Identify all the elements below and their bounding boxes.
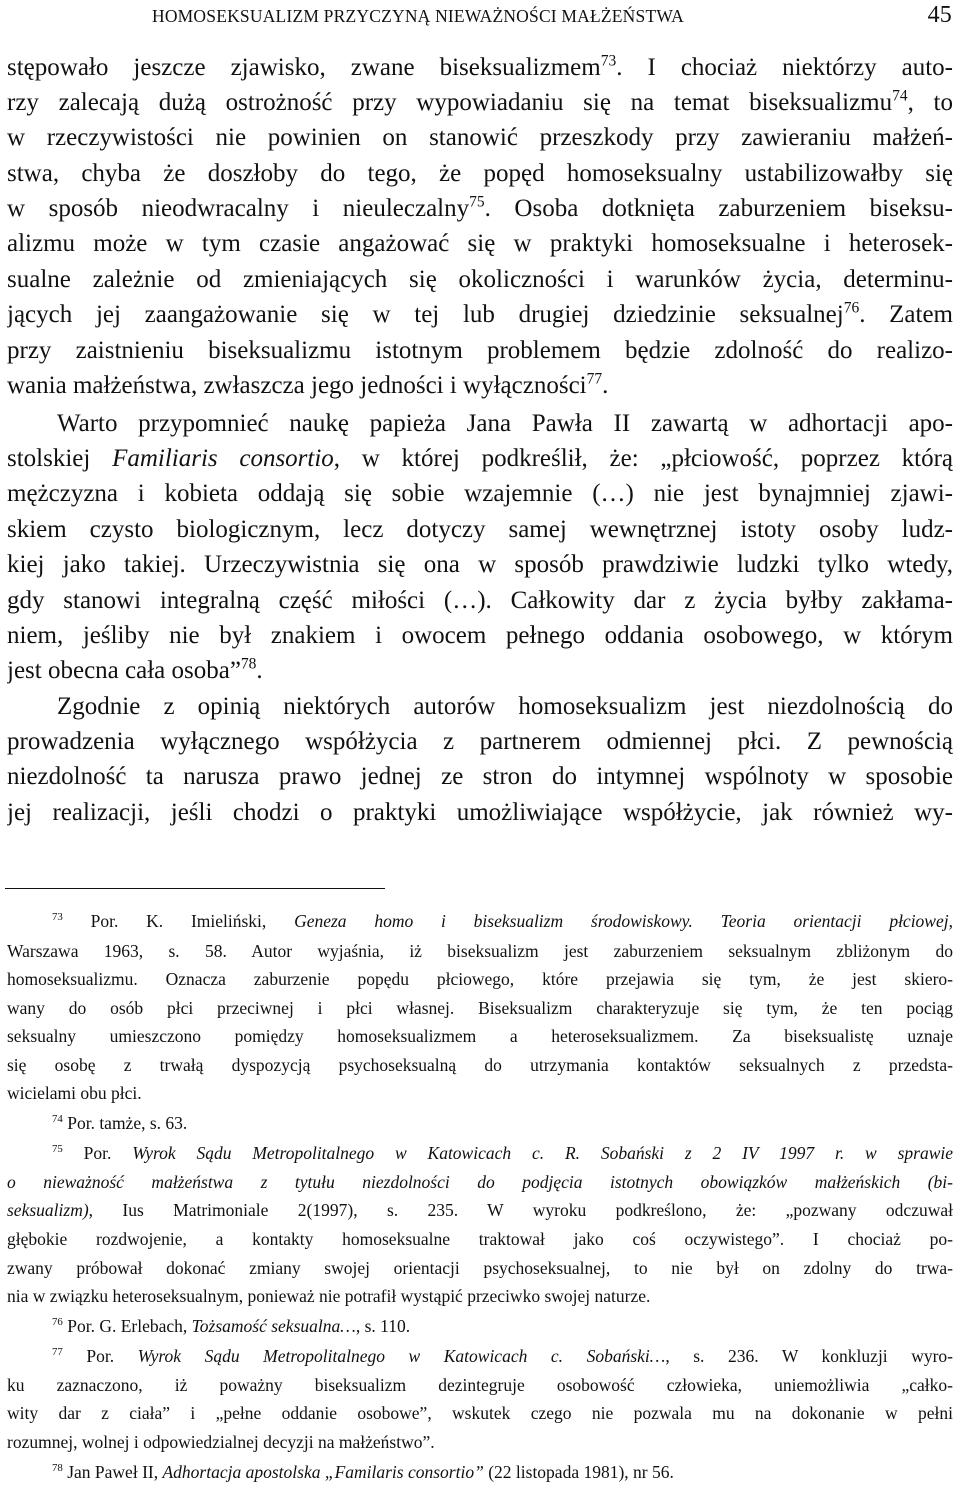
footnote-line: Warszawa 1963, s. 58. Autor wyjaśnia, iż biseksualizm jest zaburzeniem seksualnym zbliżonym do xyxy=(7,941,953,961)
text-line: kiej jako takiej. Urzeczywistnia się ona w sposób prawdziwie ludzki tylko wtedy, xyxy=(7,551,953,578)
footnote-75: $^{75}$ Por. Wyrok Sądu Metropolitalnego w Katowicach c. R. Sobański z 2 IV 1997 r. w sprawie xyxy=(52,1143,953,1163)
footnote-line: się osobę z trwałą dyspozycją psychoseksualną do utrzymania kontaktów seksualnych z przedsta- xyxy=(7,1055,953,1075)
footnote-78: $^{78}$ Jan Paweł II, Adhortacja apostolska „Familaris consortio” (22 listopada 1981), nr 56. xyxy=(52,1462,674,1482)
text-line: skiem czysto biologicznym, lecz dotyczy samej wewnętrznej istoty osoby ludz- xyxy=(7,516,953,543)
footnote-73: $^{73}$ Por. K. Imieliński, Geneza homo i biseksualizm środowiskowy. Teoria orientacji płciowej, xyxy=(52,911,953,931)
footnote-line: rozumnej, wolnej i odpowiedzialnej decyzji na małżeństwo”. xyxy=(7,1432,435,1452)
text-line: niezdolność ta narusza prawo jednej ze stron do intymnej wspólnoty w sposobie xyxy=(7,763,953,790)
footnote-number: 76 xyxy=(52,1316,63,1329)
text-line: niem, jeśliby nie był znakiem i owocem pełnego oddania osobowego, w którym xyxy=(7,622,953,649)
footnote-ref: 74 xyxy=(892,89,908,105)
footnote-ref: 73 xyxy=(600,54,617,70)
text-line: Warto przypomnieć naukę papieża Jana Pawła II zawartą w adhortacji apo- xyxy=(57,410,953,437)
text-line: jej realizacji, jeśli chodzi o praktyki umożliwiające współżycie, jak również wy- xyxy=(7,799,953,826)
footnote-line: zwany próbował dokonać zmiany swojej orientacji psychoseksualnej, to nie był on zdolny do trwa- xyxy=(7,1258,953,1278)
text-line: rzy zalecają dużą ostrożność przy wypowiadaniu się na temat biseksualizmu$^{74}$, to xyxy=(7,89,953,116)
footnote-number: 73 xyxy=(52,911,63,924)
text-line: jących jej zaangażowanie się w tej lub drugiej dziedzinie seksualnej$^{76}$. Zatem xyxy=(7,301,953,328)
footnote-number: 74 xyxy=(52,1113,63,1126)
text-line: alizmu może w tym czasie angażować się w praktyki homoseksualne i heterosek- xyxy=(7,230,953,257)
footnote-76: $^{76}$ Por. G. Erlebach, Tożsamość seksualna…, s. 110. xyxy=(52,1316,411,1336)
footnote-line: wity dar z ciała” i „pełne oddanie osobowe”, wskutek czego nie pozwala mu na dokonanie w pełni xyxy=(7,1403,953,1423)
footnote-line: wicielami obu płci. xyxy=(7,1083,142,1103)
text-line: sualne zależnie od zmieniających się okoliczności i warunków życia, determinu- xyxy=(7,266,953,293)
text-line: stwa, chyba że doszłoby do tego, że popęd homoseksualny ustabilizowałby się xyxy=(7,160,953,187)
page-number: 45 xyxy=(927,2,952,28)
footnote-line: o nieważność małżeństwa z tytułu niezdolności do podjęcia istotnych obowiązków małżeńskich (bi- xyxy=(7,1172,953,1192)
running-title: HOMOSEKSUALIZM PRZYCZYNĄ NIEWAŻNOŚCI MAŁŻEŃSTWA xyxy=(152,6,684,26)
text-line: prowadzenia wyłącznego współżycia z partnerem odmiennej płci. Z pewnością xyxy=(7,728,953,755)
footnote-ref: 78 xyxy=(240,657,257,673)
text-line: Zgodnie z opinią niektórych autorów homoseksualizm jest niezdolnością do xyxy=(57,693,953,720)
footnote-ref: 76 xyxy=(843,301,860,317)
running-header xyxy=(0,0,960,30)
text-line: wania małżeństwa, zwłaszcza jego jedności i wyłączności$^{77}$. xyxy=(7,372,609,399)
text-line: w sposób nieodwracalny i nieuleczalny$^{75}$. Osoba dotknięta zaburzeniem biseksu- xyxy=(7,195,953,222)
footnote-ref: 77 xyxy=(586,372,603,388)
text-line: stolskiej Familiaris consortio, w której podkreślił, że: „płciowość, poprzez którą xyxy=(7,445,953,472)
footnote-line: seksualizm), Ius Matrimoniale 2(1997), s. 235. W wyroku podkreślono, że: „pozwany odczuwał xyxy=(7,1200,953,1220)
text-line: jest obecna cała osoba”$^{78}$. xyxy=(7,657,263,684)
text-line: mężczyzna i kobieta oddają się sobie wzajemnie (…) nie jest bynajmniej zjawi- xyxy=(7,480,953,507)
text-line: stępowało jeszcze zjawisko, zwane biseksualizmem$^{73}$. I chociaż niektórzy auto- xyxy=(7,54,953,81)
footnote-line: ku zaznaczono, iż poważny biseksualizm dezintegruje osobowość człowieka, uniemożliwia „całko- xyxy=(7,1375,953,1395)
text-line: gdy stanowi integralną część miłości (…). Całkowity dar z życia byłby zakłama- xyxy=(7,587,953,614)
footnote-74: $^{74}$ Por. tamże, s. 63. xyxy=(52,1113,188,1133)
footnote-number: 78 xyxy=(52,1462,63,1475)
footnote-ref: 75 xyxy=(469,195,485,211)
footnote-77: $^{77}$ Por. Wyrok Sądu Metropolitalnego w Katowicach c. Sobański…, s. 236. W konkluzji wyro- xyxy=(52,1346,953,1366)
footnote-line: homoseksualizmu. Oznacza zaburzenie popędu płciowego, które przejawia się tym, że jest skiero- xyxy=(7,969,953,989)
italic-title: Familiaris consortio xyxy=(112,445,334,472)
footnote-number: 77 xyxy=(52,1346,63,1359)
footnote-line: nia w związku heteroseksualnym, ponieważ nie potrafił wystąpić przeciwko swojej naturze. xyxy=(7,1286,651,1306)
footnote-line: seksualny umieszczono pomiędzy homoseksualizmem a heteroseksualizmem. Za biseksualistę uznaje xyxy=(7,1026,953,1046)
text-line: przy zaistnieniu biseksualizmu istotnym problemem będzie zdolność do realizo- xyxy=(7,337,953,364)
footnote-separator xyxy=(5,888,385,889)
footnote-line: wany do osób płci przeciwnej i płci własnej. Biseksualizm charakteryzuje się tym, że ten pociąg xyxy=(7,998,953,1018)
footnote-line: głębokie rozdwojenie, a kontakty homoseksualne traktował jako coś oczywistego”. I chociaż po- xyxy=(7,1229,953,1249)
footnote-number: 75 xyxy=(52,1143,63,1156)
text-line: w rzeczywistości nie powinien on stanowić przeszkody przy zawieraniu małżeń- xyxy=(7,124,953,151)
